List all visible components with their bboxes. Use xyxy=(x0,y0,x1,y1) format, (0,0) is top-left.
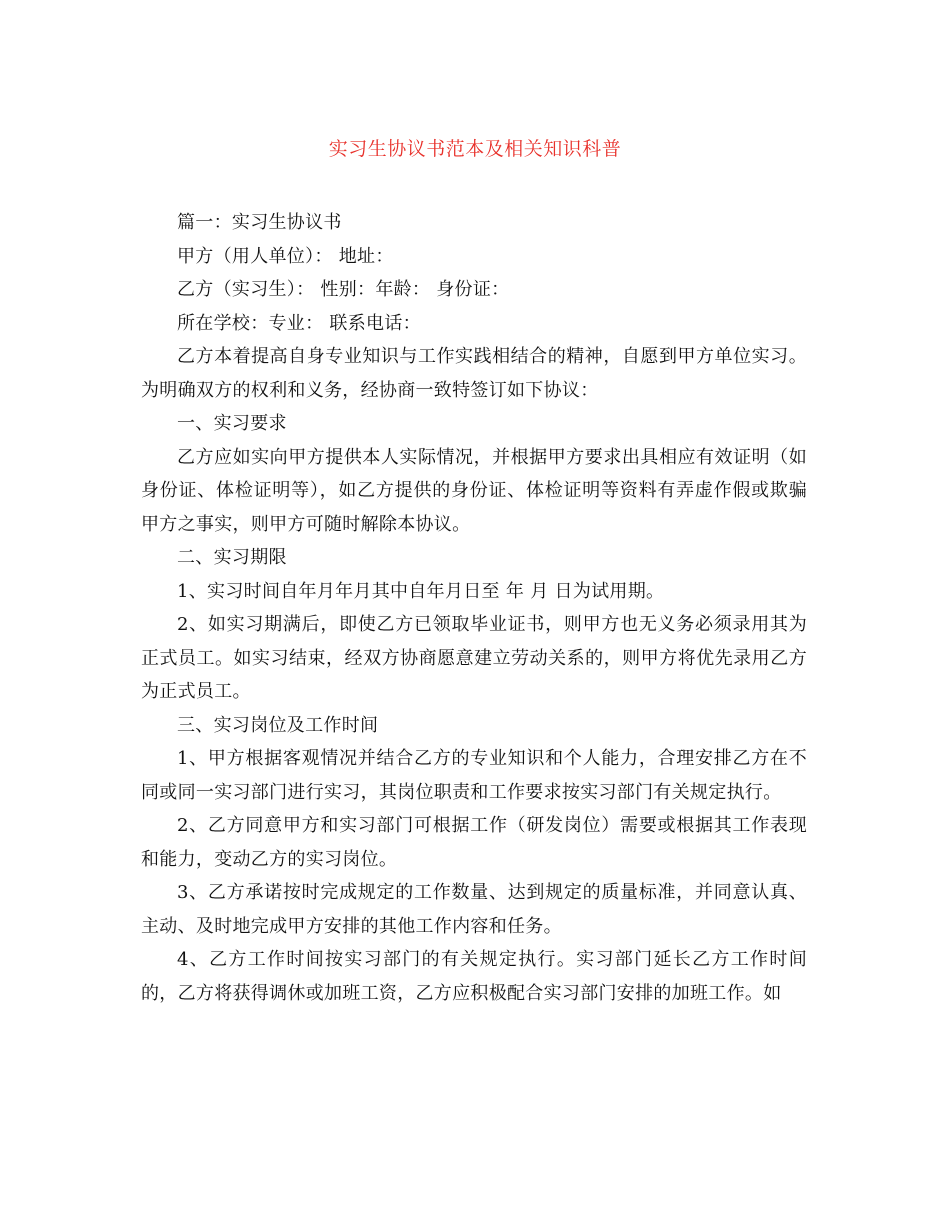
period-clause-2: 2、如实习期满后，即使乙方已领取毕业证书，则甲方也无义务必须录用其为正式员工。如实习结束，经双方协商愿意建立劳动关系的，则甲方将优先录用乙方为正式员工。 xyxy=(141,614,807,702)
position-clause-2: 2、乙方同意甲方和实习部门可根据工作（研发岗位）需要或根据其工作表现和能力，变动乙方的实习岗位。 xyxy=(141,815,807,870)
position-clause-4: 4、乙方工作时间按实习部门的有关规定执行。实习部门延长乙方工作时间的，乙方将获得调休或加班工资，乙方应积极配合实习部门安排的加班工作。如 xyxy=(141,949,807,1004)
section-heading-position: 三、实习岗位及工作时间 xyxy=(177,714,379,736)
school-line: 所在学校：专业： 联系电话： xyxy=(177,312,421,334)
position-clause-3: 3、乙方承诺按时完成规定的工作数量、达到规定的质量标准，并同意认真、主动、及时地完成甲方安排的其他工作内容和任务。 xyxy=(141,882,807,937)
section-heading-part-one: 篇一：实习生协议书 xyxy=(177,212,342,233)
party-a-line: 甲方（用人单位）： 地址： xyxy=(177,245,394,267)
section-heading-period: 二、实习期限 xyxy=(177,547,287,568)
document-title: 实习生协议书范本及相关知识科普 xyxy=(328,138,622,160)
period-clause-1: 1、实习时间自年月年月其中自年月日至 年 月 日为试用期。 xyxy=(177,580,665,602)
document-body xyxy=(141,206,807,1010)
party-b-line: 乙方（实习生）： 性别：年龄： 身份证： xyxy=(177,279,510,300)
position-clause-1: 1、甲方根据客观情况并结合乙方的专业知识和个人能力，合理安排乙方在不同或同一实习部门进行实习，其岗位职责和工作要求按实习部门有关规定执行。 xyxy=(141,748,807,803)
section-heading-requirements: 一、实习要求 xyxy=(177,413,287,434)
requirements-paragraph: 乙方应如实向甲方提供本人实际情况，并根据甲方要求出具相应有效证明（如身份证、体检证明等），如乙方提供的身份证、体检证明等资料有弄虚作假或欺骗甲方之事实，则甲方可随时解除本协议。 xyxy=(141,446,807,535)
preamble-paragraph: 乙方本着提高自身专业知识与工作实践相结合的精神，自愿到甲方单位实习。为明确双方的权利和义务，经协商一致特签订如下协议： xyxy=(141,346,807,401)
